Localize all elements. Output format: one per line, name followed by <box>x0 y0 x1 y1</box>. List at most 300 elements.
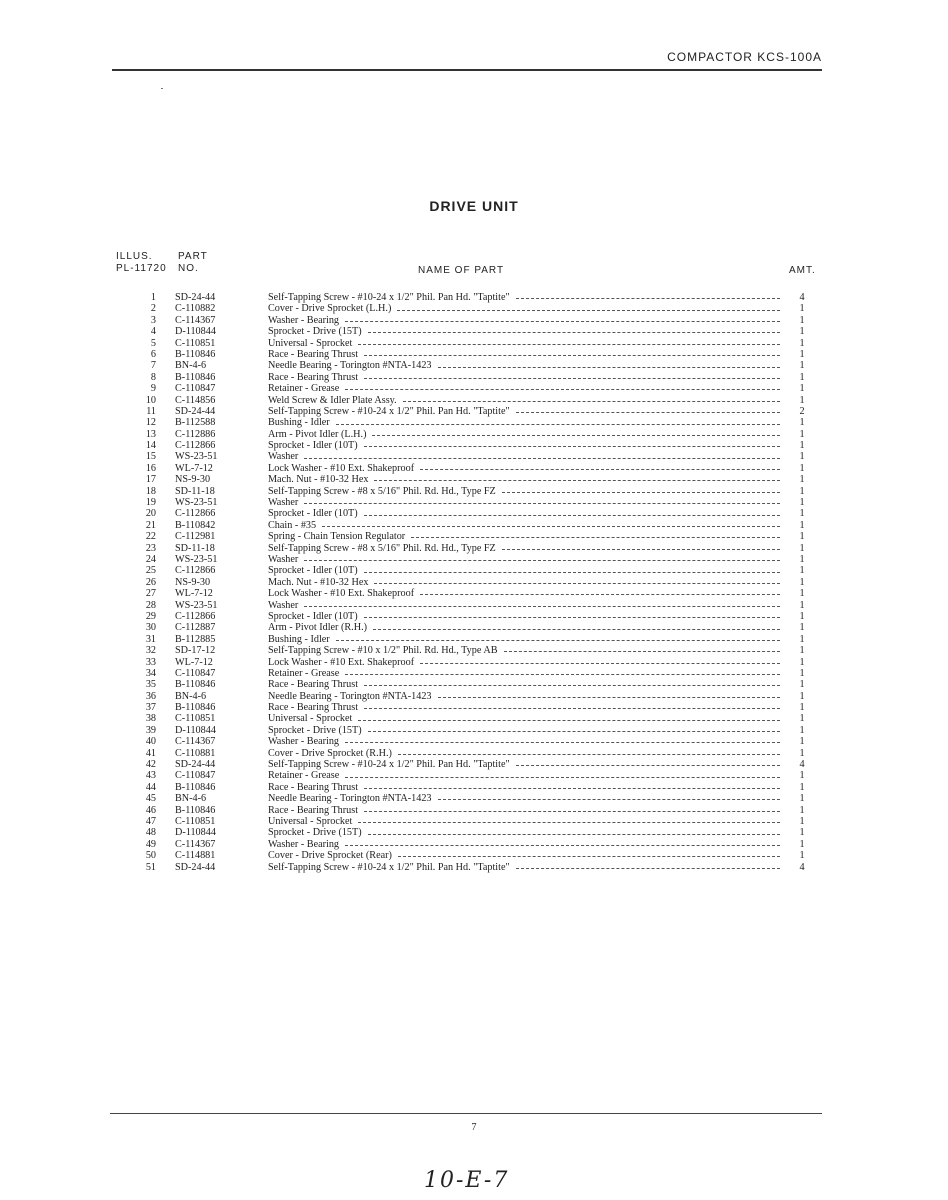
part-name-cell <box>268 679 780 690</box>
part-number: D-110844 <box>175 326 216 338</box>
part-name: Race - Bearing Thrust <box>268 348 359 360</box>
part-name-cell <box>268 315 780 326</box>
dash-leader <box>345 777 780 778</box>
dash-leader <box>398 754 780 755</box>
part-name-cell <box>268 588 780 599</box>
illus-number: 1 <box>150 292 156 303</box>
part-name: Cover - Drive Sprocket (Rear) <box>268 850 392 862</box>
dash-leader <box>304 606 780 607</box>
dash-leader <box>364 617 780 618</box>
illus-number: 24 <box>145 553 156 565</box>
dash-leader <box>364 685 780 686</box>
part-name-cell <box>268 634 780 645</box>
illus-number: 28 <box>145 599 156 611</box>
amount: 1 <box>799 770 805 782</box>
illus-number: 42 <box>145 759 156 771</box>
part-name: Self-Tapping Screw - #8 x 5/16" Phil. Rd. Hd., Type FZ <box>268 542 496 554</box>
illus-number: 8 <box>150 371 156 383</box>
amount: 1 <box>799 599 805 611</box>
part-name: Washer - Bearing <box>268 736 340 748</box>
part-name: Chain - #35 <box>268 519 317 531</box>
dash-leader <box>438 697 780 698</box>
part-name-cell <box>268 326 780 337</box>
part-name-cell <box>268 303 780 314</box>
amount: 1 <box>799 348 805 360</box>
table-row <box>0 679 948 690</box>
amount: 1 <box>799 417 805 429</box>
part-number: C-110881 <box>175 747 216 759</box>
part-name: Lock Washer - #10 Ext. Shakeproof <box>268 588 415 600</box>
dash-leader <box>364 572 780 573</box>
illus-number: 12 <box>145 417 156 429</box>
part-number: SD-24-44 <box>175 759 216 771</box>
part-name: Needle Bearing - Torington #NTA-1423 <box>268 360 432 372</box>
table-row <box>0 611 948 622</box>
illus-number: 39 <box>145 724 156 736</box>
part-name: Self-Tapping Screw - #10-24 x 1/2" Phil. Pan Hd. "Taptite" <box>268 759 510 771</box>
part-name-cell <box>268 839 780 850</box>
amount: 1 <box>799 474 805 486</box>
part-number: WS-23-51 <box>175 451 218 463</box>
part-number: D-110844 <box>175 724 216 736</box>
part-name: Race - Bearing Thrust <box>268 781 359 793</box>
illus-number: 4 <box>150 326 156 338</box>
illus-number: 47 <box>145 815 156 827</box>
illus-number: 13 <box>145 428 156 440</box>
footer-rule <box>110 1113 822 1114</box>
part-name: Universal - Sprocket <box>268 815 353 827</box>
dash-leader <box>364 811 780 812</box>
table-row <box>0 565 948 576</box>
dash-leader <box>364 515 780 516</box>
part-number: B-110846 <box>175 804 216 816</box>
part-name: Washer <box>268 451 299 463</box>
part-name-cell <box>268 793 780 804</box>
part-name: Lock Washer - #10 Ext. Shakeproof <box>268 462 415 474</box>
table-row <box>0 554 948 565</box>
part-name-cell <box>268 748 780 759</box>
illus-number: 19 <box>145 497 156 509</box>
part-name: Sprocket - Idler (10T) <box>268 440 358 452</box>
part-name-cell <box>268 577 780 588</box>
amount: 1 <box>799 462 805 474</box>
part-number: C-110847 <box>175 770 216 782</box>
part-name: Race - Bearing Thrust <box>268 804 359 816</box>
dash-leader <box>516 765 780 766</box>
part-number: SD-24-44 <box>175 405 216 417</box>
amount: 1 <box>799 383 805 395</box>
part-name: Washer <box>268 497 299 509</box>
part-number: B-110846 <box>175 371 216 383</box>
part-number: B-112588 <box>175 417 216 429</box>
table-row <box>0 657 948 668</box>
column-header-illus-label: ILLUS. <box>116 251 153 262</box>
illus-number: 5 <box>150 337 156 349</box>
part-number: C-112866 <box>175 610 216 622</box>
amount: 4 <box>799 759 805 771</box>
illus-number: 32 <box>145 645 156 657</box>
dash-leader <box>304 503 780 504</box>
part-number: SD-17-12 <box>175 645 216 657</box>
illus-number: 15 <box>145 451 156 463</box>
part-name-cell <box>268 360 780 371</box>
dash-leader <box>403 401 780 402</box>
part-name: Washer - Bearing <box>268 838 340 850</box>
illus-number: 25 <box>145 565 156 577</box>
part-name: Race - Bearing Thrust <box>268 702 359 714</box>
part-name: Needle Bearing - Torington #NTA-1423 <box>268 793 432 805</box>
part-name: Mach. Nut - #10-32 Hex <box>268 576 369 588</box>
illus-number: 41 <box>145 747 156 759</box>
dash-leader <box>336 640 780 641</box>
part-number: B-110842 <box>175 519 216 531</box>
amount: 4 <box>799 861 805 873</box>
part-name-cell <box>268 349 780 360</box>
illus-number: 31 <box>145 633 156 645</box>
part-number: C-112866 <box>175 440 216 452</box>
illus-number: 48 <box>145 827 156 839</box>
illus-number: 16 <box>145 462 156 474</box>
amount: 1 <box>799 588 805 600</box>
part-name: Retainer - Grease <box>268 770 340 782</box>
dash-leader <box>364 446 780 447</box>
amount: 1 <box>799 781 805 793</box>
part-name: Retainer - Grease <box>268 667 340 679</box>
document-header-title: COMPACTOR KCS-100A <box>667 50 822 64</box>
illus-number: 18 <box>145 485 156 497</box>
table-row <box>0 395 948 406</box>
illus-number: 6 <box>150 348 156 360</box>
part-number: SD-24-44 <box>175 292 216 303</box>
dash-leader <box>516 298 780 299</box>
dash-leader <box>345 389 780 390</box>
dash-leader <box>345 742 780 743</box>
part-name: Cover - Drive Sprocket (R.H.) <box>268 747 392 759</box>
part-number: C-110882 <box>175 303 216 315</box>
table-row <box>0 474 948 485</box>
amount: 1 <box>799 610 805 622</box>
table-row <box>0 850 948 861</box>
table-row <box>0 668 948 679</box>
part-number: C-114367 <box>175 314 216 326</box>
scan-speck <box>161 88 163 89</box>
part-name: Spring - Chain Tension Regulator <box>268 531 406 543</box>
part-name-cell <box>268 474 780 485</box>
illus-number: 51 <box>145 861 156 873</box>
dash-leader <box>304 458 780 459</box>
table-row <box>0 338 948 349</box>
column-header-part-label: PART <box>178 251 208 262</box>
part-number: B-110846 <box>175 781 216 793</box>
table-row <box>0 451 948 462</box>
part-name-cell <box>268 554 780 565</box>
dash-leader <box>345 321 780 322</box>
table-row <box>0 531 948 542</box>
part-name: Sprocket - Drive (15T) <box>268 326 362 338</box>
illus-number: 7 <box>150 360 156 372</box>
illus-number: 36 <box>145 690 156 702</box>
part-number: C-112887 <box>175 622 216 634</box>
part-number: BN-4-6 <box>175 360 207 372</box>
table-row <box>0 782 948 793</box>
table-row <box>0 463 948 474</box>
part-name-cell <box>268 292 780 303</box>
illus-number: 10 <box>145 394 156 406</box>
dash-leader <box>420 469 780 470</box>
part-number: NS-9-30 <box>175 576 211 588</box>
table-row <box>0 406 948 417</box>
part-name-cell <box>268 668 780 679</box>
table-row <box>0 748 948 759</box>
part-name: Needle Bearing - Torington #NTA-1423 <box>268 690 432 702</box>
part-name-cell <box>268 759 780 770</box>
table-row <box>0 827 948 838</box>
table-row <box>0 326 948 337</box>
part-name: Arm - Pivot Idler (R.H.) <box>268 622 368 634</box>
part-number: C-114856 <box>175 394 216 406</box>
part-number: SD-24-44 <box>175 861 216 873</box>
table-row <box>0 486 948 497</box>
amount: 1 <box>799 371 805 383</box>
part-name-cell <box>268 713 780 724</box>
part-name: Self-Tapping Screw - #10-24 x 1/2" Phil. Pan Hd. "Taptite" <box>268 405 510 417</box>
illus-number: 14 <box>145 440 156 452</box>
part-name: Self-Tapping Screw - #10 x 1/2" Phil. Rd. Hd., Type AB <box>268 645 498 657</box>
amount: 1 <box>799 679 805 691</box>
part-name-cell <box>268 691 780 702</box>
part-name-cell <box>268 429 780 440</box>
part-name-cell <box>268 850 780 861</box>
part-name: Mach. Nut - #10-32 Hex <box>268 474 369 486</box>
part-name: Arm - Pivot Idler (L.H.) <box>268 428 367 440</box>
part-number: C-110847 <box>175 383 216 395</box>
part-number: WL-7-12 <box>175 462 213 474</box>
dash-leader <box>368 834 780 835</box>
part-name: Sprocket - Idler (10T) <box>268 508 358 520</box>
amount: 1 <box>799 303 805 315</box>
part-name-cell <box>268 770 780 781</box>
amount: 1 <box>799 702 805 714</box>
dash-leader <box>345 674 780 675</box>
dash-leader <box>364 708 780 709</box>
table-row <box>0 691 948 702</box>
column-header-illus <box>116 251 167 275</box>
table-row <box>0 360 948 371</box>
amount: 1 <box>799 645 805 657</box>
dash-leader <box>502 492 780 493</box>
table-row <box>0 520 948 531</box>
part-name-cell <box>268 440 780 451</box>
handwritten-note: 10-E-7 <box>424 1168 510 1193</box>
table-row <box>0 816 948 827</box>
illus-number: 43 <box>145 770 156 782</box>
table-row <box>0 440 948 451</box>
part-name-cell <box>268 862 780 873</box>
amount: 1 <box>799 736 805 748</box>
amount: 1 <box>799 838 805 850</box>
dash-leader <box>372 435 780 436</box>
part-name-cell <box>268 657 780 668</box>
part-name: Sprocket - Idler (10T) <box>268 565 358 577</box>
illus-number: 3 <box>150 314 156 326</box>
illus-number: 9 <box>150 383 156 395</box>
dash-leader <box>304 560 780 561</box>
part-name-cell <box>268 645 780 656</box>
part-name-cell <box>268 451 780 462</box>
dash-leader <box>373 629 780 630</box>
part-number: BN-4-6 <box>175 690 207 702</box>
table-row <box>0 770 948 781</box>
amount: 1 <box>799 793 805 805</box>
table-row <box>0 508 948 519</box>
part-name-cell <box>268 816 780 827</box>
illus-number: 27 <box>145 588 156 600</box>
amount: 1 <box>799 827 805 839</box>
illus-number: 49 <box>145 838 156 850</box>
part-name-cell <box>268 463 780 474</box>
dash-leader <box>502 549 780 550</box>
part-name: Weld Screw & Idler Plate Assy. <box>268 394 397 406</box>
part-number: B-110846 <box>175 679 216 691</box>
amount: 1 <box>799 565 805 577</box>
table-row <box>0 372 948 383</box>
part-number: C-114367 <box>175 736 216 748</box>
amount: 1 <box>799 519 805 531</box>
illus-number: 35 <box>145 679 156 691</box>
part-name-cell <box>268 725 780 736</box>
amount: 1 <box>799 622 805 634</box>
illus-number: 20 <box>145 508 156 520</box>
table-row <box>0 736 948 747</box>
illus-number: 46 <box>145 804 156 816</box>
illus-number: 21 <box>145 519 156 531</box>
part-name-cell <box>268 611 780 622</box>
part-name-cell <box>268 372 780 383</box>
dash-leader <box>358 720 780 721</box>
dash-leader <box>322 526 780 527</box>
dash-leader <box>411 537 780 538</box>
part-name-cell <box>268 417 780 428</box>
amount: 1 <box>799 497 805 509</box>
part-name: Bushing - Idler <box>268 417 330 429</box>
part-name-cell <box>268 486 780 497</box>
amount: 1 <box>799 633 805 645</box>
part-name: Cover - Drive Sprocket (L.H.) <box>268 303 392 315</box>
part-name-cell <box>268 736 780 747</box>
part-name-cell <box>268 497 780 508</box>
table-row <box>0 429 948 440</box>
part-number: BN-4-6 <box>175 793 207 805</box>
part-name: Sprocket - Drive (15T) <box>268 724 362 736</box>
part-number: NS-9-30 <box>175 474 211 486</box>
part-name-cell <box>268 520 780 531</box>
illus-number: 33 <box>145 656 156 668</box>
illus-number: 11 <box>146 405 156 417</box>
column-header-name: NAME OF PART <box>418 265 505 276</box>
table-row <box>0 634 948 645</box>
part-name: Sprocket - Drive (15T) <box>268 827 362 839</box>
amount: 1 <box>799 667 805 679</box>
table-row <box>0 600 948 611</box>
table-row <box>0 383 948 394</box>
part-name: Race - Bearing Thrust <box>268 679 359 691</box>
part-name-cell <box>268 702 780 713</box>
column-header-amt: AMT. <box>789 265 816 276</box>
table-row <box>0 577 948 588</box>
table-row <box>0 497 948 508</box>
part-name-cell <box>268 543 780 554</box>
part-name: Lock Washer - #10 Ext. Shakeproof <box>268 656 415 668</box>
table-row <box>0 292 948 303</box>
illus-number: 23 <box>145 542 156 554</box>
part-number: C-112866 <box>175 565 216 577</box>
table-row <box>0 622 948 633</box>
illus-number: 45 <box>145 793 156 805</box>
amount: 1 <box>799 724 805 736</box>
dash-leader <box>364 378 780 379</box>
dash-leader <box>516 868 780 869</box>
part-name-cell <box>268 782 780 793</box>
illus-number: 40 <box>145 736 156 748</box>
illus-number: 50 <box>145 850 156 862</box>
part-number: C-112866 <box>175 508 216 520</box>
part-name: Washer - Bearing <box>268 314 340 326</box>
dash-leader <box>438 367 780 368</box>
table-row <box>0 702 948 713</box>
amount: 1 <box>799 326 805 338</box>
table-row <box>0 588 948 599</box>
amount: 1 <box>799 690 805 702</box>
illus-number: 37 <box>145 702 156 714</box>
amount: 1 <box>799 804 805 816</box>
amount: 1 <box>799 508 805 520</box>
table-row <box>0 759 948 770</box>
dash-leader <box>368 332 780 333</box>
part-name: Universal - Sprocket <box>268 337 353 349</box>
part-number: C-112886 <box>175 428 216 440</box>
illus-number: 30 <box>145 622 156 634</box>
part-number: C-114367 <box>175 838 216 850</box>
table-row <box>0 417 948 428</box>
dash-leader <box>420 663 780 664</box>
dash-leader <box>504 651 781 652</box>
dash-leader <box>368 731 780 732</box>
amount: 1 <box>799 747 805 759</box>
amount: 1 <box>799 314 805 326</box>
part-number: B-112885 <box>175 633 216 645</box>
part-number: WL-7-12 <box>175 656 213 668</box>
dash-leader <box>374 480 780 481</box>
part-name-cell <box>268 383 780 394</box>
page-number: 7 <box>471 1122 477 1133</box>
dash-leader <box>364 788 780 789</box>
part-number: B-110846 <box>175 702 216 714</box>
amount: 1 <box>799 451 805 463</box>
part-number: WS-23-51 <box>175 553 218 565</box>
part-name-cell <box>268 805 780 816</box>
part-number: SD-11-18 <box>175 542 215 554</box>
part-name-cell <box>268 565 780 576</box>
part-number: WS-23-51 <box>175 599 218 611</box>
part-name-cell <box>268 600 780 611</box>
dash-leader <box>516 412 780 413</box>
amount: 1 <box>799 553 805 565</box>
part-number: C-110851 <box>175 815 216 827</box>
part-number: D-110844 <box>175 827 216 839</box>
part-number: C-112981 <box>175 531 216 543</box>
amount: 1 <box>799 360 805 372</box>
amount: 1 <box>799 485 805 497</box>
